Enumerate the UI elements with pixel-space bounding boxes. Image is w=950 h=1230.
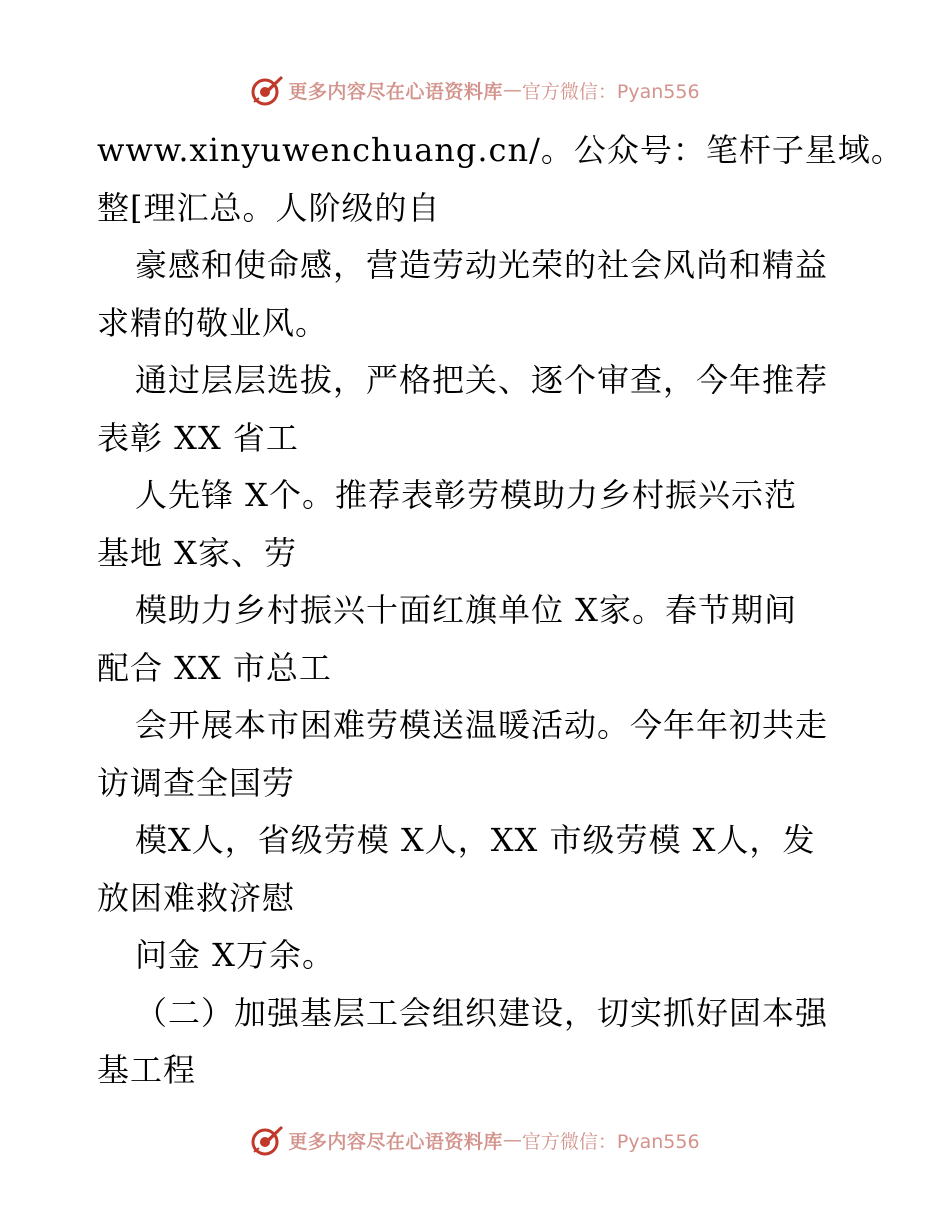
- banner-contact: 官方微信：Pyan556: [521, 80, 700, 103]
- body-line: 表彰 XX 省工: [97, 418, 299, 457]
- footer-banner: [0, 1120, 950, 1160]
- body-line: 会开展本市困难劳模送温暖活动。今年年初共走: [135, 706, 829, 744]
- body-line: 通过层层选拔，严格把关、逐个审查，今年推荐: [135, 361, 829, 399]
- body-line: 模X人，省级劳模 X人，XX 市级劳模 X人，发: [135, 821, 816, 859]
- body-line: 配合 XX 市总工: [97, 648, 332, 687]
- body-line: www.xinyuwenchuang.cn/。公众号：笔杆子星域。: [97, 131, 904, 169]
- body-line: 基工程: [97, 1051, 197, 1089]
- banner-separator: —: [502, 1129, 522, 1151]
- document-body: [97, 122, 904, 1100]
- pen-logo-icon: [250, 1123, 284, 1157]
- body-line: 整[理汇总。人阶级的自: [97, 188, 441, 227]
- body-line: 豪感和使命感，营造劳动光荣的社会风尚和精益: [135, 246, 829, 284]
- body-line: 问金 X万余。: [135, 936, 335, 974]
- pen-logo-icon: [250, 73, 284, 107]
- body-line: （二）加强基层工会组织建设，切实抓好固本强: [135, 993, 829, 1032]
- body-line: 求精的敬业风。: [97, 303, 329, 342]
- body-line: 人先锋 X个。推荐表彰劳模助力乡村振兴示范: [135, 476, 797, 514]
- body-line: 基地 X家、劳: [97, 533, 297, 572]
- body-line: 模助力乡村振兴十面红旗单位 X家。春节期间: [135, 591, 797, 629]
- header-banner: [0, 70, 950, 110]
- banner-separator: —: [502, 79, 522, 101]
- body-line: 放困难救济慰: [97, 878, 296, 917]
- banner-contact: 官方微信：Pyan556: [521, 1130, 700, 1153]
- banner-text: 更多内容尽在心语资料库: [288, 1130, 503, 1153]
- body-line: 访调查全国劳: [97, 763, 296, 802]
- banner-text: 更多内容尽在心语资料库: [288, 80, 503, 103]
